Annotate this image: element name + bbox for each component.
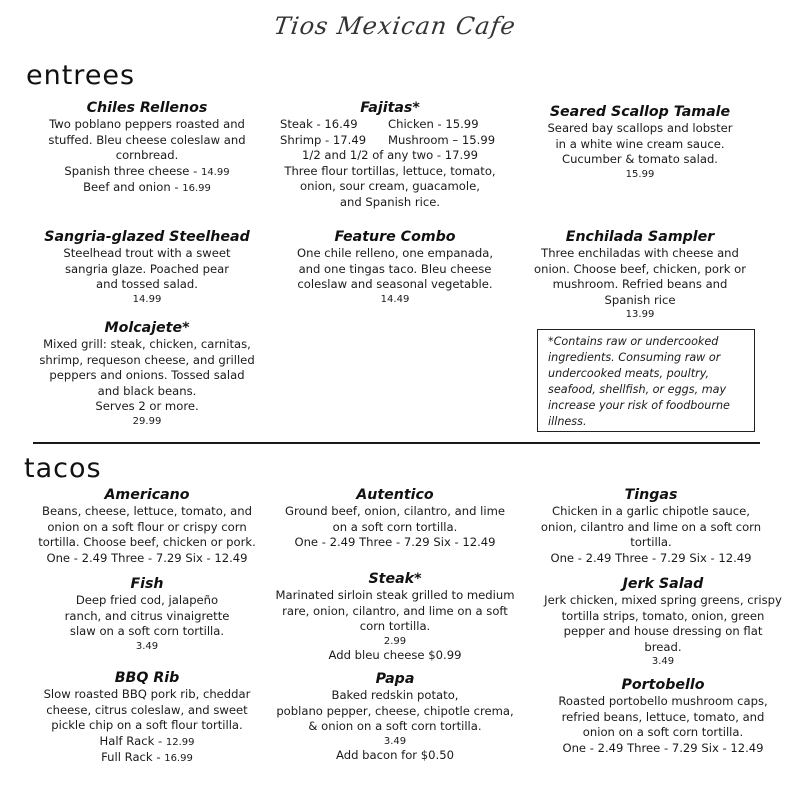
fajita-half-price: 1/2 and 1/2 of any two - 17.99 (302, 148, 478, 162)
item-name: Fajitas* (360, 100, 420, 116)
menu-item-sangria-steelhead (24, 229, 270, 306)
menu-item-fajitas (270, 100, 510, 210)
item-name: Portobello (621, 677, 705, 693)
item-desc-line: in a white wine cream sauce. (555, 136, 725, 151)
item-desc-line: Steelhead trout with a sweet (63, 246, 231, 260)
restaurant-logo: Tios Mexican Cafe (272, 12, 518, 40)
item-prices: One - 2.49 Three - 7.29 Six - 12.49 (562, 740, 764, 755)
item-desc-line: corn tortilla. (359, 619, 431, 633)
item-desc-line: Deep fried cod, jalapeño (75, 593, 219, 607)
item-desc-line: & onion on a soft corn tortilla. (308, 719, 482, 733)
item-name: Autentico (356, 487, 434, 503)
menu-item-autentico (270, 487, 520, 551)
item-desc-line: ranch, and citrus vinaigrette (64, 608, 230, 623)
item-desc-line: tortilla. Choose beef, chicken or pork. (38, 535, 256, 549)
item-desc-line: tortilla strips, tomato, onion, green (561, 608, 765, 623)
item-price: 2.99 (383, 635, 407, 647)
item-desc-line: Two poblano peppers roasted and (49, 117, 245, 131)
item-prices: One - 2.49 Three - 7.29 Six - 12.49 (550, 550, 752, 565)
item-name: Steak* (368, 571, 422, 587)
item-desc-line: Spanish rice (604, 292, 676, 307)
item-desc-line: Chicken in a garlic chipotle sauce, (552, 504, 750, 518)
menu-item-fish (24, 576, 270, 653)
item-desc-line: pickle chip on a soft flour tortilla. (51, 718, 243, 732)
item-desc-line: onion on a soft flour or crispy corn (47, 519, 247, 534)
item-desc-line: Three flour tortillas, lettuce, tomato, (284, 163, 496, 178)
item-desc-line: onion on a soft corn tortilla. (582, 725, 744, 739)
item-desc-line: and one tingas taco. Bleu cheese (298, 261, 492, 276)
menu-item-steak (270, 571, 520, 663)
menu-item-tingas (528, 487, 774, 566)
item-price: 3.49 (651, 656, 675, 667)
item-desc-line: onion, cilantro and lime on a soft corn (540, 519, 762, 534)
item-desc-line: sangria glaze. Poached pear (65, 261, 229, 276)
item-desc-line: Seared bay scallops and lobster (547, 121, 733, 135)
item-desc-line: and tossed salad. (96, 277, 198, 291)
item-desc-line: onion, sour cream, guacamole, (300, 179, 480, 193)
item-desc-line: and Spanish rice. (339, 194, 441, 209)
item-desc-line: Slow roasted BBQ pork rib, cheddar (43, 687, 251, 701)
item-addon: Add bleu cheese $0.99 (328, 647, 462, 662)
item-desc-line: cornbread. (115, 148, 179, 162)
item-desc-line: on a soft corn tortilla. (332, 519, 458, 534)
fajita-price-row: Steak - 16.49 Chicken - 15.99 (280, 117, 479, 131)
menu-item-molcajete (24, 320, 270, 428)
item-prices: One - 2.49 Three - 7.29 Six - 12.49 (46, 550, 248, 565)
menu-item-enchilada-sampler (518, 229, 762, 321)
item-desc-line: cheese, citrus coleslaw, and sweet (46, 702, 248, 717)
item-desc-line: Mixed grill: steak, chicken, carnitas, (43, 337, 251, 351)
item-desc-line: poblano pepper, cheese, chipotle crema, (276, 703, 514, 718)
item-name: Feature Combo (334, 229, 456, 245)
item-desc-line: Ground beef, onion, cilantro, and lime (284, 504, 506, 518)
item-price: 14.49 (380, 293, 410, 305)
fajita-price-row: Shrimp - 17.49 Mushroom – 15.99 (280, 132, 496, 147)
item-price: 3.49 (383, 735, 407, 747)
item-desc-line: pepper and house dressing on flat (563, 624, 763, 638)
menu-item-seared-scallop-tamale (518, 104, 762, 181)
item-name: Molcajete* (104, 320, 190, 336)
entrees-heading: entrees (26, 60, 136, 91)
item-option: Spanish three cheese - 14.99 (64, 163, 230, 178)
item-desc-line: Cucumber & tomato salad. (561, 152, 718, 166)
item-desc-line: tortilla. (630, 535, 672, 549)
item-desc-line: mushroom. Refried beans and (552, 277, 728, 291)
item-desc-line: coleslaw and seasonal vegetable. (297, 277, 493, 291)
item-desc-line: Three enchiladas with cheese and (541, 246, 739, 260)
item-name: Americano (104, 487, 190, 503)
menu-item-jerk-salad (540, 576, 786, 668)
item-desc-line: Serves 2 or more. (95, 399, 199, 413)
menu-item-papa (270, 671, 520, 763)
item-addon: Add bacon for $0.50 (336, 747, 454, 762)
item-price: 29.99 (132, 415, 162, 427)
menu-item-chiles-rellenos (24, 100, 270, 197)
item-option: Full Rack - 16.99 (101, 750, 193, 764)
menu-item-portobello (540, 677, 786, 756)
item-desc-line: slaw on a soft corn tortilla. (69, 624, 225, 638)
item-desc-line: Beans, cheese, lettuce, tomato, and (41, 504, 252, 518)
menu-item-americano (24, 487, 270, 566)
item-desc-line: refried beans, lettuce, tomato, and (561, 709, 765, 724)
tacos-heading: tacos (24, 453, 102, 484)
item-desc-line: onion. Choose beef, chicken, pork or (534, 261, 746, 276)
item-name: BBQ Rib (114, 670, 180, 686)
item-desc-line: stuffed. Bleu cheese coleslaw and (48, 132, 246, 147)
item-prices: One - 2.49 Three - 7.29 Six - 12.49 (294, 535, 496, 549)
item-price: 3.49 (135, 640, 159, 652)
item-price: 13.99 (625, 309, 655, 320)
item-desc-line: bread. (644, 639, 682, 654)
item-name: Papa (375, 671, 415, 687)
item-name: Chiles Rellenos (86, 100, 208, 116)
item-name: Sangria-glazed Steelhead (44, 229, 250, 245)
item-desc-line: and black beans. (97, 383, 197, 398)
item-name: Seared Scallop Tamale (549, 104, 731, 120)
menu-item-bbq-rib (24, 670, 270, 767)
item-desc-line: shrimp, requeson cheese, and grilled (39, 352, 255, 367)
item-name: Jerk Salad (622, 576, 704, 592)
item-desc-line: Roasted portobello mushroom caps, (558, 694, 768, 708)
item-option: Beef and onion - 16.99 (83, 180, 211, 194)
item-desc-line: Jerk chicken, mixed spring greens, crispy (544, 593, 782, 607)
item-desc-line: rare, onion, cilantro, and lime on a soft (282, 603, 508, 618)
raw-food-notice: *Contains raw or undercooked ingredients. Consuming raw or undercooked meats, poultry, seafood, shellfish, or eggs, may increase your risk of foodbourne illness. (537, 329, 755, 432)
item-desc-line: Baked redskin potato, (331, 688, 459, 702)
item-name: Tingas (624, 487, 678, 503)
item-name: Fish (130, 576, 164, 592)
item-option: Half Rack - 12.99 (99, 733, 195, 748)
item-desc-line: One chile relleno, one empanada, (296, 246, 494, 260)
item-desc-line: Marinated sirloin steak grilled to medium (275, 588, 515, 602)
item-price: 14.99 (132, 293, 162, 305)
item-desc-line: peppers and onions. Tossed salad (49, 368, 245, 382)
item-name: Enchilada Sampler (565, 229, 715, 245)
item-price: 15.99 (625, 168, 655, 180)
section-divider (33, 442, 760, 444)
menu-item-feature-combo (270, 229, 520, 306)
